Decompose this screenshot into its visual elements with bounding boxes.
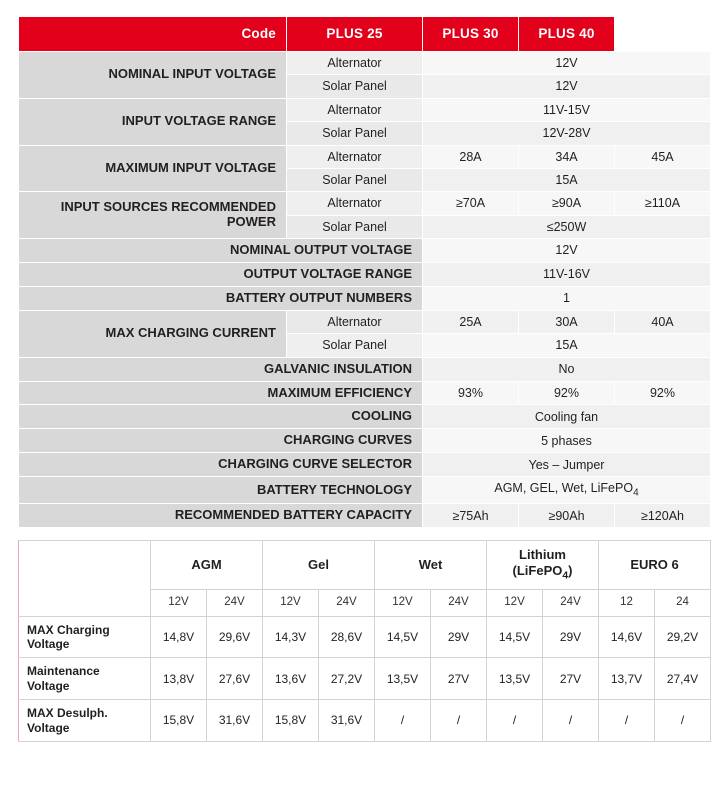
battery-voltage-table [18, 540, 711, 742]
row-sublabel: Solar Panel [287, 168, 423, 191]
row-value: 28A [423, 145, 519, 168]
row-value: ≥90Ah [519, 504, 615, 528]
voltage-row-label: Maintenance Voltage [19, 658, 151, 700]
voltage-cell: 14,5V [487, 616, 543, 658]
voltage-subheader-10: 24 [655, 589, 711, 616]
row-value: 5 phases [423, 429, 711, 453]
row-value: 12V [423, 239, 711, 263]
voltage-cell: 28,6V [319, 616, 375, 658]
voltage-cell: / [599, 700, 655, 742]
voltage-group-5: EURO 6 [599, 541, 711, 590]
voltage-subheader-8: 24V [543, 589, 599, 616]
voltage-cell: 13,8V [151, 658, 207, 700]
row-value: 34A [519, 145, 615, 168]
row-value: ≥110A [615, 192, 711, 215]
voltage-cell: 31,6V [207, 700, 263, 742]
header-model-3: PLUS 40 [519, 17, 615, 52]
row-label: COOLING [19, 405, 423, 429]
voltage-cell: 31,6V [319, 700, 375, 742]
voltage-corner-cell [19, 541, 151, 616]
row-value: 45A [615, 145, 711, 168]
table-row [19, 405, 711, 429]
voltage-group-header-row [19, 541, 711, 590]
row-sublabel: Solar Panel [287, 75, 423, 98]
table-row [19, 357, 711, 381]
voltage-cell: 13,6V [263, 658, 319, 700]
table-header-row [19, 17, 711, 52]
header-code: Code [19, 17, 287, 52]
row-value: 1 [423, 286, 711, 310]
table-row [19, 429, 711, 453]
voltage-cell: 27V [431, 658, 487, 700]
row-value: ≥75Ah [423, 504, 519, 528]
table-row [19, 310, 711, 333]
row-value: 15A [423, 168, 711, 191]
row-value: 11V-15V [423, 98, 711, 121]
row-label: MAXIMUM EFFICIENCY [19, 381, 423, 405]
table-row [19, 477, 711, 504]
row-sublabel: Solar Panel [287, 334, 423, 357]
voltage-row [19, 700, 711, 742]
table-row [19, 239, 711, 263]
row-value: 12V [423, 52, 711, 75]
table-row [19, 145, 711, 168]
row-value: AGM, GEL, Wet, LiFePO$_4$ [423, 477, 711, 504]
table-row [19, 98, 711, 121]
row-sublabel: Alternator [287, 52, 423, 75]
voltage-group-2: Gel [263, 541, 375, 590]
row-label: INPUT SOURCES RECOMMENDED POWER [19, 192, 287, 239]
table-row [19, 453, 711, 477]
voltage-cell: 14,6V [599, 616, 655, 658]
voltage-cell: 29,6V [207, 616, 263, 658]
row-label: BATTERY OUTPUT NUMBERS [19, 286, 423, 310]
row-label: CHARGING CURVE SELECTOR [19, 453, 423, 477]
row-value: ≥90A [519, 192, 615, 215]
voltage-subheader-4: 24V [319, 589, 375, 616]
row-value: ≤250W [423, 215, 711, 238]
header-model-2: PLUS 30 [423, 17, 519, 52]
row-label: NOMINAL INPUT VOLTAGE [19, 52, 287, 99]
voltage-subheader-2: 24V [207, 589, 263, 616]
voltage-row-label: MAX Charging Voltage [19, 616, 151, 658]
voltage-cell: 14,5V [375, 616, 431, 658]
table-row [19, 262, 711, 286]
specifications-table [18, 16, 711, 528]
row-value: ≥70A [423, 192, 519, 215]
voltage-cell: 29V [431, 616, 487, 658]
table-row [19, 52, 711, 75]
row-label: INPUT VOLTAGE RANGE [19, 98, 287, 145]
voltage-group-1: AGM [151, 541, 263, 590]
row-value: 11V-16V [423, 262, 711, 286]
voltage-subheader-6: 24V [431, 589, 487, 616]
voltage-row-label: MAX Desulph. Voltage [19, 700, 151, 742]
row-value: 92% [519, 381, 615, 405]
voltage-cell: 13,7V [599, 658, 655, 700]
row-value: 12V [423, 75, 711, 98]
table-row [19, 381, 711, 405]
row-label: CHARGING CURVES [19, 429, 423, 453]
voltage-cell: 29V [543, 616, 599, 658]
row-value: 92% [615, 381, 711, 405]
voltage-cell: 15,8V [151, 700, 207, 742]
voltage-cell: / [431, 700, 487, 742]
row-value: 15A [423, 334, 711, 357]
voltage-row [19, 616, 711, 658]
voltage-cell: / [487, 700, 543, 742]
row-sublabel: Alternator [287, 310, 423, 333]
row-value: 40A [615, 310, 711, 333]
voltage-cell: 27,2V [319, 658, 375, 700]
row-label: OUTPUT VOLTAGE RANGE [19, 262, 423, 286]
table-row [19, 286, 711, 310]
voltage-cell: 29,2V [655, 616, 711, 658]
voltage-subheader-9: 12 [599, 589, 655, 616]
voltage-group-3: Wet [375, 541, 487, 590]
voltage-cell: 14,3V [263, 616, 319, 658]
row-label: MAX CHARGING CURRENT [19, 310, 287, 357]
voltage-subheader-1: 12V [151, 589, 207, 616]
row-value: No [423, 357, 711, 381]
row-value: 12V-28V [423, 122, 711, 145]
row-value: Cooling fan [423, 405, 711, 429]
row-sublabel: Solar Panel [287, 122, 423, 145]
row-value: ≥120Ah [615, 504, 711, 528]
row-sublabel: Alternator [287, 145, 423, 168]
voltage-subheader-5: 12V [375, 589, 431, 616]
voltage-cell: 15,8V [263, 700, 319, 742]
voltage-subheader-7: 12V [487, 589, 543, 616]
row-label: NOMINAL OUTPUT VOLTAGE [19, 239, 423, 263]
voltage-cell: / [375, 700, 431, 742]
row-label: MAXIMUM INPUT VOLTAGE [19, 145, 287, 192]
voltage-cell: 13,5V [487, 658, 543, 700]
voltage-subheader-3: 12V [263, 589, 319, 616]
row-label: BATTERY TECHNOLOGY [19, 477, 423, 504]
header-model-1: PLUS 25 [287, 17, 423, 52]
voltage-cell: / [655, 700, 711, 742]
row-sublabel: Solar Panel [287, 215, 423, 238]
row-sublabel: Alternator [287, 98, 423, 121]
voltage-cell: / [543, 700, 599, 742]
voltage-cell: 14,8V [151, 616, 207, 658]
table-gap [18, 528, 710, 540]
voltage-cell: 13,5V [375, 658, 431, 700]
row-value: 30A [519, 310, 615, 333]
voltage-group-4: Lithium (LiFePO$_4$) [487, 541, 599, 590]
row-value: Yes – Jumper [423, 453, 711, 477]
voltage-cell: 27V [543, 658, 599, 700]
row-value: 93% [423, 381, 519, 405]
voltage-row [19, 658, 711, 700]
row-label: GALVANIC INSULATION [19, 357, 423, 381]
row-sublabel: Alternator [287, 192, 423, 215]
row-value: 25A [423, 310, 519, 333]
table-row [19, 504, 711, 528]
table-row [19, 192, 711, 215]
voltage-cell: 27,6V [207, 658, 263, 700]
voltage-cell: 27,4V [655, 658, 711, 700]
row-label: RECOMMENDED BATTERY CAPACITY [19, 504, 423, 528]
